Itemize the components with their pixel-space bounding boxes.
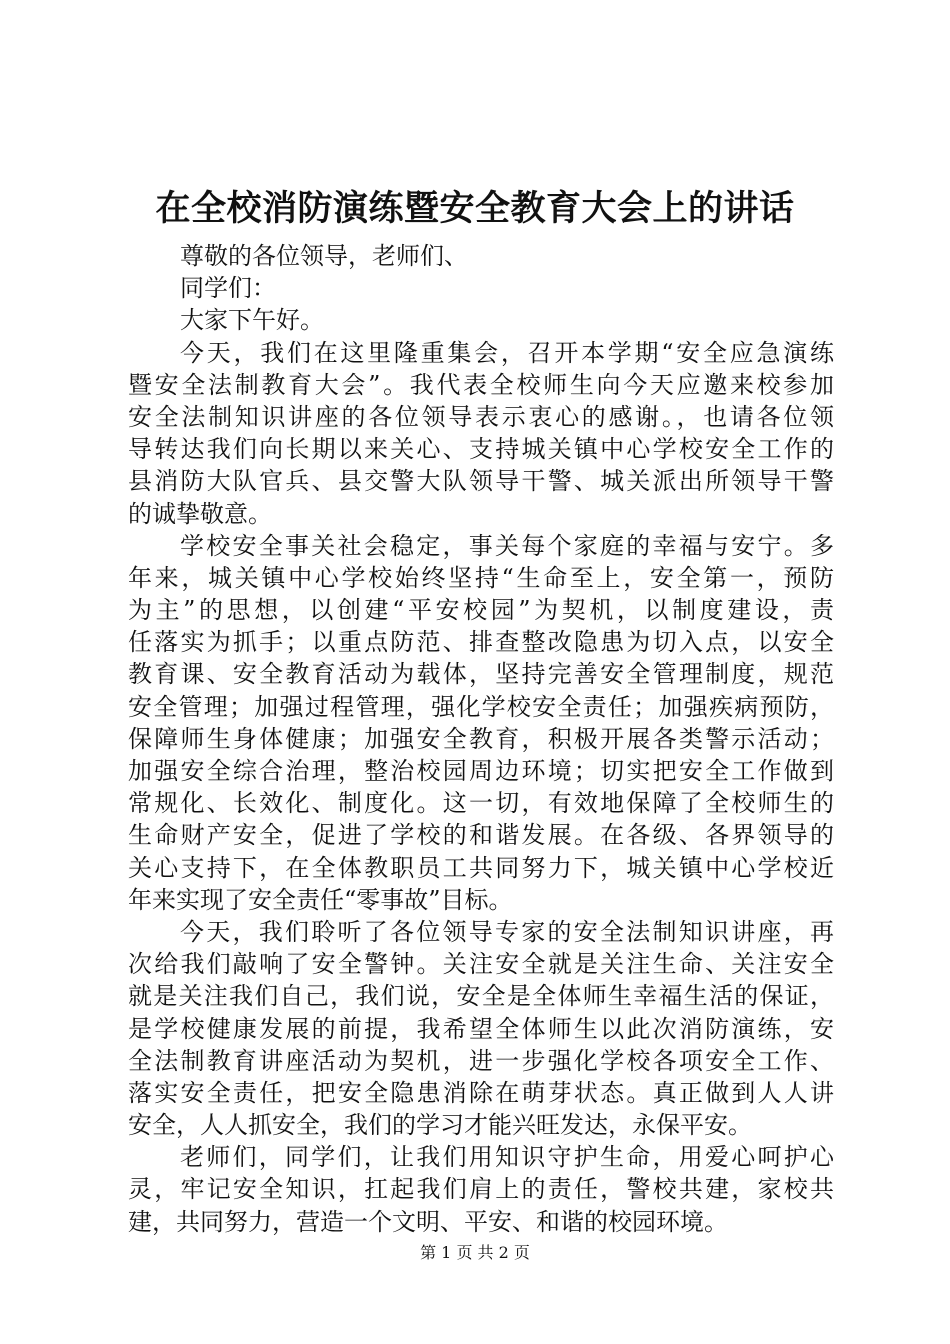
text-line: 暨安全法制教育大会”。我代表全校师生向今天应邀来校参加 [128,370,834,399]
text-line: 大家下午好。 [180,306,324,335]
text-line: 老师们，同学们，让我们用知识守护生命，用爱心呵护心 [180,1143,834,1172]
text-line: 今天，我们聆听了各位领导专家的安全法制知识讲座，再 [180,917,834,946]
text-line: 年来实现了安全责任“零事故”目标。 [128,885,513,914]
text-line: 县消防大队官兵、县交警大队领导干警、城关派出所领导干警 [128,467,834,496]
text-line: 建，共同努力，营造一个文明、平安、和谐的校园环境。 [128,1207,728,1236]
text-line: 安全，人人抓安全，我们的学习才能兴旺发达，永保平安。 [128,1111,752,1140]
text-line: 落实安全责任，把安全隐患消除在萌芽状态。真正做到人人讲 [128,1078,834,1107]
page-title: 在全校消防演练暨安全教育大会上的讲话 [155,188,795,229]
text-line: 的诚挚敬意。 [128,499,272,528]
text-line: 灵，牢记安全知识，扛起我们肩上的责任，警校共建，家校共 [128,1175,834,1204]
text-line: 尊敬的各位领导，老师们、 [180,242,468,270]
text-line: 常规化、长效化、制度化。这一切，有效地保障了全校师生的 [128,789,834,818]
text-line: 年来，城关镇中心学校始终坚持“生命至上，安全第一，预防 [128,563,834,592]
text-line: 学校安全事关社会稳定，事关每个家庭的幸福与安宁。多 [180,531,834,560]
text-line: 关心支持下，在全体教职员工共同努力下，城关镇中心学校近 [128,853,834,882]
text-line: 生命财产安全，促进了学校的和谐发展。在各级、各界领导的 [128,821,834,850]
text-line: 安全管理；加强过程管理，强化学校安全责任；加强疾病预防， [128,692,834,721]
page-number: 第 1 页 共 2 页 [420,1243,530,1262]
text-line: 导转达我们向长期以来关心、支持城关镇中心学校安全工作的 [128,435,834,464]
text-line: 任落实为抓手；以重点防范、排查整改隐患为切入点，以安全 [128,628,834,657]
text-line: 全法制教育讲座活动为契机，进一步强化学校各项安全工作、 [128,1046,834,1075]
text-line: 为主”的思想，以创建“平安校园”为契机，以制度建设，责 [128,596,834,625]
text-line: 教育课、安全教育活动为载体，坚持完善安全管理制度，规范 [128,660,834,689]
speech-body [128,240,834,1238]
text-line: 是学校健康发展的前提，我希望全体师生以此次消防演练，安 [128,1014,834,1043]
text-line: 今天，我们在这里隆重集会，召开本学期“安全应急演练 [180,338,834,367]
text-line: 保障师生身体健康；加强安全教育，积极开展各类警示活动； [128,724,834,753]
text-line: 同学们： [180,274,276,303]
text-line: 就是关注我们自己，我们说，安全是全体师生幸福生活的保证， [128,982,834,1011]
text-line: 安全法制知识讲座的各位领导表示衷心的感谢。，也请各位领 [128,402,834,431]
text-line: 加强安全综合治理，整治校园周边环境；切实把安全工作做到 [128,757,834,785]
text-line: 次给我们敲响了安全警钟。关注安全就是关注生命、关注安全 [128,950,834,979]
